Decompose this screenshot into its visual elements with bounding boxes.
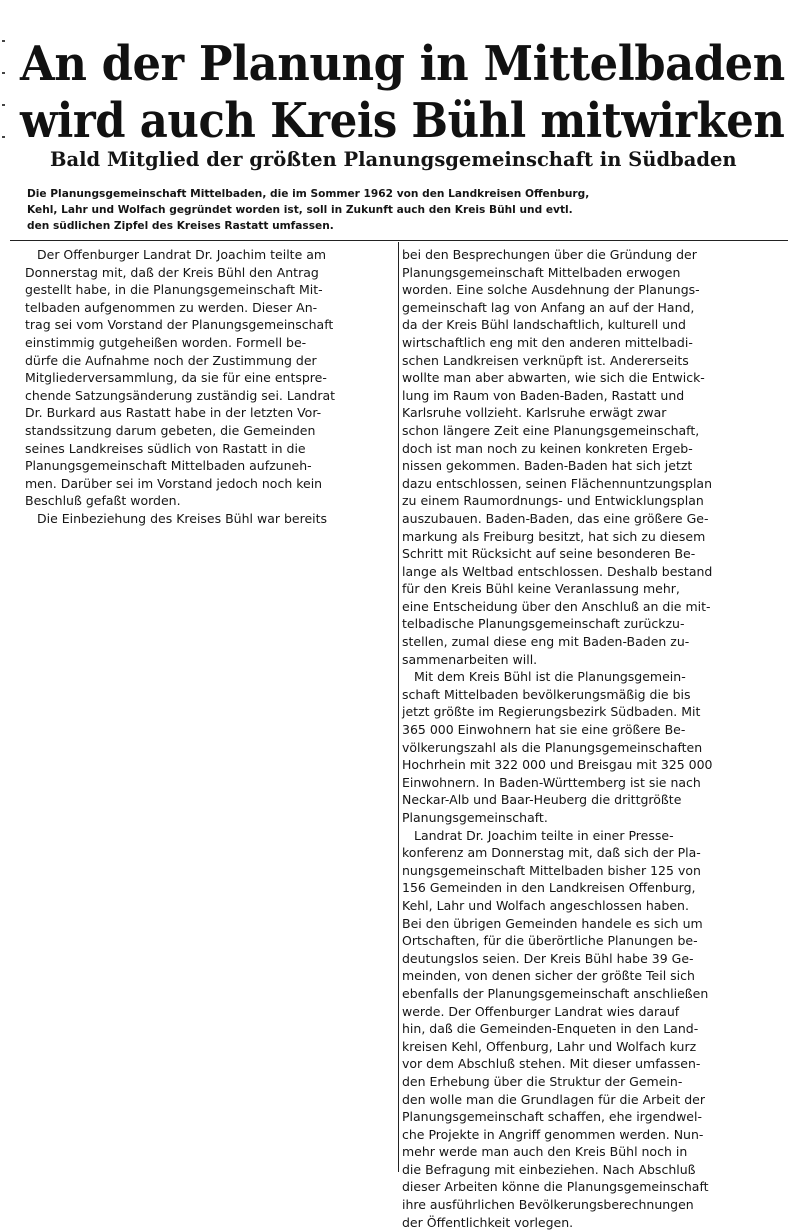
text-line: 156 Gemeinden in den Landkreisen Offenburg, bbox=[402, 880, 696, 896]
text-line: konferenz am Donnerstag mit, daß sich der Pla- bbox=[402, 845, 701, 861]
text-line: Kehl, Lahr und Wolfach angeschlossen haben. bbox=[402, 897, 689, 913]
lead-line: den südlichen Zipfel des Kreises Rastatt umfassen. bbox=[27, 220, 334, 232]
text-line: stellen, zumal diese eng mit Baden-Baden zu- bbox=[402, 634, 690, 650]
text-line: seines Landkreises südlich von Rastatt in die bbox=[25, 440, 306, 456]
headline-line: An der Planung in Mittelbaden bbox=[20, 36, 785, 92]
column-divider bbox=[398, 242, 399, 1172]
text-line: wirtschaftlich eng mit den anderen mittelbadi- bbox=[402, 334, 693, 350]
text-line: einstimmig gutgeheißen worden. Formell be- bbox=[25, 334, 307, 350]
scissor-mark bbox=[2, 72, 5, 74]
text-line: die Befragung mit einbeziehen. Nach Abschluß bbox=[402, 1161, 696, 1177]
headline-line: wird auch Kreis Bühl mitwirken bbox=[20, 93, 785, 149]
text-line: sammenarbeiten will. bbox=[402, 651, 538, 667]
text-line: dürfe die Aufnahme noch der Zustimmung der bbox=[25, 352, 317, 368]
lead-line: Kehl, Lahr und Wolfach gegründet worden ist, soll in Zukunft auch den Kreis Bühl und evtl. bbox=[27, 204, 573, 216]
text-line: meinden, von denen sicher der größte Teil sich bbox=[402, 968, 695, 984]
text-line: den Erhebung über die Struktur der Gemein- bbox=[402, 1073, 683, 1089]
text-line: Der Offenburger Landrat Dr. Joachim teilte am bbox=[37, 247, 327, 262]
text-line: für den Kreis Bühl keine Veranlassung mehr, bbox=[402, 581, 680, 597]
text-line: che Projekte in Angriff genommen werden. Nun- bbox=[402, 1126, 704, 1142]
text-line: schon längere Zeit eine Planungsgemeinschaft, bbox=[402, 422, 700, 438]
text-line: Bei den übrigen Gemeinden handele es sich um bbox=[402, 915, 703, 931]
text-line: vor dem Abschluß stehen. Mit dieser umfassen- bbox=[402, 1056, 701, 1072]
text-line: chende Satzungsänderung zuständig sei. Landrat bbox=[25, 387, 336, 403]
text-line: den wolle man die Grundlagen für die Arbeit der bbox=[402, 1091, 705, 1107]
text-line: jetzt größte im Regierungsbezirk Südbaden. Mit bbox=[402, 704, 701, 720]
left-column bbox=[25, 246, 395, 528]
text-line: kreisen Kehl, Offenburg, Lahr und Wolfach kurz bbox=[402, 1038, 697, 1054]
scissor-mark bbox=[2, 104, 5, 106]
lead-paragraph bbox=[27, 186, 777, 234]
text-line: deutungslos seien. Der Kreis Bühl habe 39 Ge- bbox=[402, 950, 694, 966]
text-line: Planungsgemeinschaft Mittelbaden aufzuneh- bbox=[25, 458, 312, 474]
text-line: dazu entschlossen, seinen Flächennuntzungsplan bbox=[402, 475, 713, 491]
text-line: Hochrhein mit 322 000 und Breisgau mit 325 000 bbox=[402, 757, 713, 773]
text-line: ihre ausführlichen Bevölkerungsberechnungen bbox=[402, 1197, 694, 1213]
text-line: telbaden aufgenommen zu werden. Dieser An- bbox=[25, 299, 318, 315]
text-line: mehr werde man auch den Kreis Bühl noch in bbox=[402, 1144, 688, 1160]
text-line: wollte man aber abwarten, wie sich die Entwick- bbox=[402, 370, 705, 386]
text-line: 365 000 Einwohnern hat sie eine größere Be- bbox=[402, 722, 686, 738]
text-line: völkerungszahl als die Planungsgemeinschaften bbox=[402, 739, 703, 755]
text-line: markung als Freiburg besitzt, hat sich zu diesem bbox=[402, 528, 706, 544]
text-line: Einwohnern. In Baden-Württemberg ist sie nach bbox=[402, 774, 701, 790]
text-line: Donnerstag mit, daß der Kreis Bühl den Antrag bbox=[25, 264, 319, 280]
text-line: Schritt mit Rücksicht auf seine besonderen Be- bbox=[402, 546, 696, 562]
text-line: Mitgliederversammlung, da sie für eine entspre- bbox=[25, 370, 327, 386]
scissor-mark bbox=[2, 40, 5, 42]
subheadline: Bald Mitglied der größten Planungsgemeinschaft in Südbaden bbox=[50, 148, 737, 171]
text-line: Landrat Dr. Joachim teilte in einer Presse- bbox=[414, 827, 674, 843]
text-line: hin, daß die Gemeinden-Enqueten in den Land- bbox=[402, 1021, 699, 1037]
text-line: eine Entscheidung über den Anschluß an die mit- bbox=[402, 598, 711, 614]
lead-line: Die Planungsgemeinschaft Mittelbaden, die im Sommer 1962 von den Landkreisen Offenburg, bbox=[27, 188, 590, 200]
text-line: Beschluß gefaßt worden. bbox=[25, 493, 181, 509]
text-line: Planungsgemeinschaft. bbox=[402, 810, 548, 825]
text-line: doch ist man noch zu keinen konkreten Ergeb- bbox=[402, 440, 693, 456]
text-line: trag sei vom Vorstand der Planungsgemeinschaft bbox=[25, 317, 334, 333]
headline bbox=[20, 36, 790, 150]
text-line: Karlsruhe vollzieht. Karlsruhe erwägt zwar bbox=[402, 405, 667, 421]
text-line: Planungsgemeinschaft schaffen, ehe irgendwel- bbox=[402, 1109, 702, 1125]
text-line: schen Landkreisen verknüpft ist. Andererseits bbox=[402, 352, 689, 368]
text-line: lung im Raum von Baden-Baden, Rastatt und bbox=[402, 387, 685, 403]
text-line: gestellt habe, in die Planungsgemeinschaft Mit- bbox=[25, 282, 323, 298]
text-line: Neckar-Alb und Baar-Heuberg die drittgrößte bbox=[402, 792, 682, 808]
text-line: dieser Arbeiten könne die Planungsgemeinschaft bbox=[402, 1179, 709, 1195]
text-line: lange als Weltbad entschlossen. Deshalb bestand bbox=[402, 563, 713, 579]
text-line: Mit dem Kreis Bühl ist die Planungsgemein- bbox=[414, 669, 686, 685]
text-line: der Öffentlichkeit vorlegen. bbox=[402, 1214, 574, 1230]
section-divider bbox=[10, 240, 788, 241]
text-line: nungsgemeinschaft Mittelbaden bisher 125 von bbox=[402, 862, 701, 878]
text-line: men. Darüber sei im Vorstand jedoch noch kein bbox=[25, 475, 323, 491]
text-line: werde. Der Offenburger Landrat wies darauf bbox=[402, 1003, 680, 1019]
text-line: standssitzung darum gebeten, die Gemeinden bbox=[25, 422, 316, 438]
text-line: Ortschaften, für die überörtliche Planungen be- bbox=[402, 933, 698, 949]
text-line: schaft Mittelbaden bevölkerungsmäßig die bis bbox=[402, 686, 691, 702]
text-line: gemeinschaft lag von Anfang an auf der Hand, bbox=[402, 299, 695, 315]
text-line: auszubauen. Baden-Baden, das eine größere Ge- bbox=[402, 510, 709, 526]
text-line: ebenfalls der Planungsgemeinschaft anschließen bbox=[402, 985, 709, 1001]
text-line: telbadische Planungsgemeinschaft zurückzu- bbox=[402, 616, 685, 632]
text-line: Dr. Burkard aus Rastatt habe in der letzten Vor- bbox=[25, 405, 322, 421]
scissor-mark bbox=[2, 136, 5, 138]
text-line: Die Einbeziehung des Kreises Bühl war bereits bbox=[37, 510, 328, 526]
text-line: zu einem Raumordnungs- und Entwicklungsplan bbox=[402, 493, 704, 509]
text-line: da der Kreis Bühl landschaftlich, kulturell und bbox=[402, 317, 686, 333]
right-column bbox=[402, 246, 785, 1231]
text-line: worden. Eine solche Ausdehnung der Planungs- bbox=[402, 282, 700, 298]
text-line: nissen gekommen. Baden-Baden hat sich jetzt bbox=[402, 458, 693, 474]
text-line: bei den Besprechungen über die Gründung der bbox=[402, 247, 697, 262]
text-line: Planungsgemeinschaft Mittelbaden erwogen bbox=[402, 264, 681, 280]
